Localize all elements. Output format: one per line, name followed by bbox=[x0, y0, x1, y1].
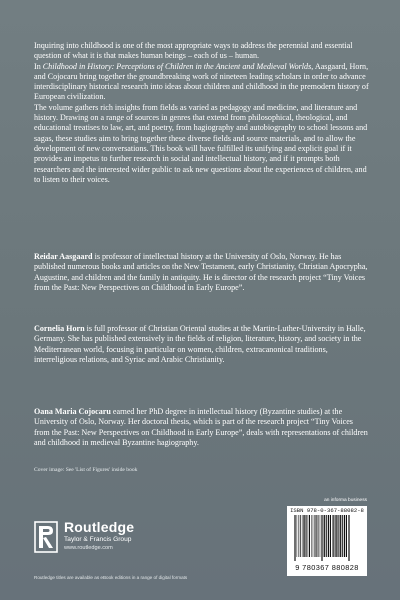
book-description bbox=[34, 41, 370, 185]
barcode-bar bbox=[314, 515, 315, 557]
isbn-barcode bbox=[287, 506, 367, 576]
barcode-bar bbox=[309, 515, 310, 557]
barcode-bar bbox=[316, 515, 317, 557]
barcode-bar bbox=[344, 515, 345, 557]
barcode-bar bbox=[335, 515, 336, 557]
barcode-bar bbox=[311, 515, 312, 557]
barcode-bar bbox=[321, 515, 322, 561]
author-bio-text: is full professor of Christian Oriental studies at the Martin-Luther-University in Halle, Germany. She has published extensively in the fields of religion, literature, history, and society in the Mediterranean world, focusing in particular on women, children, extracanonical traditions, interreligious relations, and Syriac and Arabic Christianity. bbox=[34, 324, 366, 364]
barcode-bar bbox=[313, 515, 314, 557]
barcode-bar bbox=[332, 515, 333, 557]
routledge-logo-icon bbox=[34, 521, 58, 553]
ebook-note: Routledge titles are available as eBook editions in a range of digital formats bbox=[34, 575, 188, 580]
barcode-bar bbox=[333, 515, 334, 557]
isbn-label: ISBN 978-0-367-88082-8 bbox=[290, 507, 364, 514]
publisher-url: www.routledge.com bbox=[64, 545, 113, 551]
blurb-paragraph-1: Inquiring into childhood is one of the most appropriate ways to address the perennial and essential question of what it is that makes human beings – each of us – human. bbox=[34, 41, 353, 61]
author-bio-cojocaru bbox=[34, 407, 370, 448]
cover-image-credit: Cover image: See 'List of Figures' inside book bbox=[34, 467, 138, 473]
author-name: Oana Maria Cojocaru bbox=[34, 407, 111, 416]
barcode-bar bbox=[348, 515, 349, 561]
barcode-bar bbox=[300, 515, 301, 557]
author-name: Reidar Aasgaard bbox=[34, 252, 93, 261]
publisher-logo bbox=[34, 519, 214, 559]
barcode-bar bbox=[298, 515, 299, 557]
author-bio-horn bbox=[34, 324, 370, 365]
barcode-bar bbox=[294, 515, 295, 561]
barcode-area bbox=[287, 498, 367, 577]
isbn-digits: 9 780367 880828 bbox=[295, 563, 359, 572]
barcode-bars bbox=[293, 515, 363, 561]
barcode-bar bbox=[297, 515, 298, 557]
book-title: Childhood in History: Perceptions of Children in the Ancient and Medieval Worlds bbox=[42, 61, 312, 71]
author-name: Cornelia Horn bbox=[34, 324, 85, 333]
barcode-bar bbox=[308, 515, 309, 557]
barcode-bar bbox=[295, 515, 296, 561]
barcode-bar bbox=[326, 515, 327, 557]
barcode-bar bbox=[349, 515, 350, 561]
informa-tagline: an informa business bbox=[324, 498, 367, 503]
barcode-bar bbox=[342, 515, 343, 557]
publisher-name: Routledge bbox=[64, 519, 135, 535]
author-bio-text: is professor of intellectual history at the University of Oslo, Norway. He has published numerous books and articles on the New Testament, early Christianity, Christian Apocrypha, Augustine, and children and the family in antiquity. He is director of the research project “Tiny Voices from the Past: New Perspectives on Childhood in Early Europe”. bbox=[34, 252, 368, 292]
blurb-prefix: In bbox=[34, 61, 43, 71]
author-bio-aasgaard bbox=[34, 252, 370, 293]
blurb-paragraph-2 bbox=[34, 62, 370, 103]
barcode-bar bbox=[340, 515, 341, 557]
barcode-bar bbox=[302, 515, 303, 557]
barcode-bar bbox=[320, 515, 321, 557]
barcode-bar bbox=[324, 515, 325, 557]
publisher-group: Taylor & Francis Group bbox=[64, 536, 132, 543]
blurb-paragraph-3: The volume gathers rich insights from fields as varied as pedagogy and medicine, and literature and history. Drawing on a range of sources in genres that extend from philosophical, theological, and educational treatises to law, art, and poetry, from hagiography and autobiography to school lessons and sagas, these studies aim to bring together these diverse fields and source materials, and to allow the development of new conversations. This book will have fulfilled its unifying and explicit goal if it provides an impetus to further research in social and intellectual history, and if it prompts both researchers and the interested wider public to ask new questions about the experiences of children, and to listen to their voices. bbox=[34, 102, 368, 184]
barcode-bar bbox=[322, 515, 323, 561]
barcode-bar bbox=[318, 515, 319, 557]
barcode-bar bbox=[346, 515, 347, 557]
barcode-bar bbox=[328, 515, 329, 557]
author-bio-text: earned her PhD degree in intellectual history (Byzantine studies) at the University of Oslo, Norway. Her doctoral thesis, which is part of the research project “Tiny Voices from the Past: New Perspectives on Childhood in Early Europe”, deals with representations of children and childhood in medieval Byzantine hagiography. bbox=[34, 407, 368, 447]
barcode-bar bbox=[306, 515, 307, 557]
barcode-bar bbox=[330, 515, 331, 557]
barcode-bar bbox=[338, 515, 339, 557]
blurb-rest: , Aasgaard, Horn, and Cojocaru bring together the groundbreaking work of nineteen leading scholars in order to advance interdisciplinary historical research into ideas about children and childhood in the premodern history of European civilization. bbox=[34, 61, 369, 102]
barcode-bar bbox=[303, 515, 304, 557]
